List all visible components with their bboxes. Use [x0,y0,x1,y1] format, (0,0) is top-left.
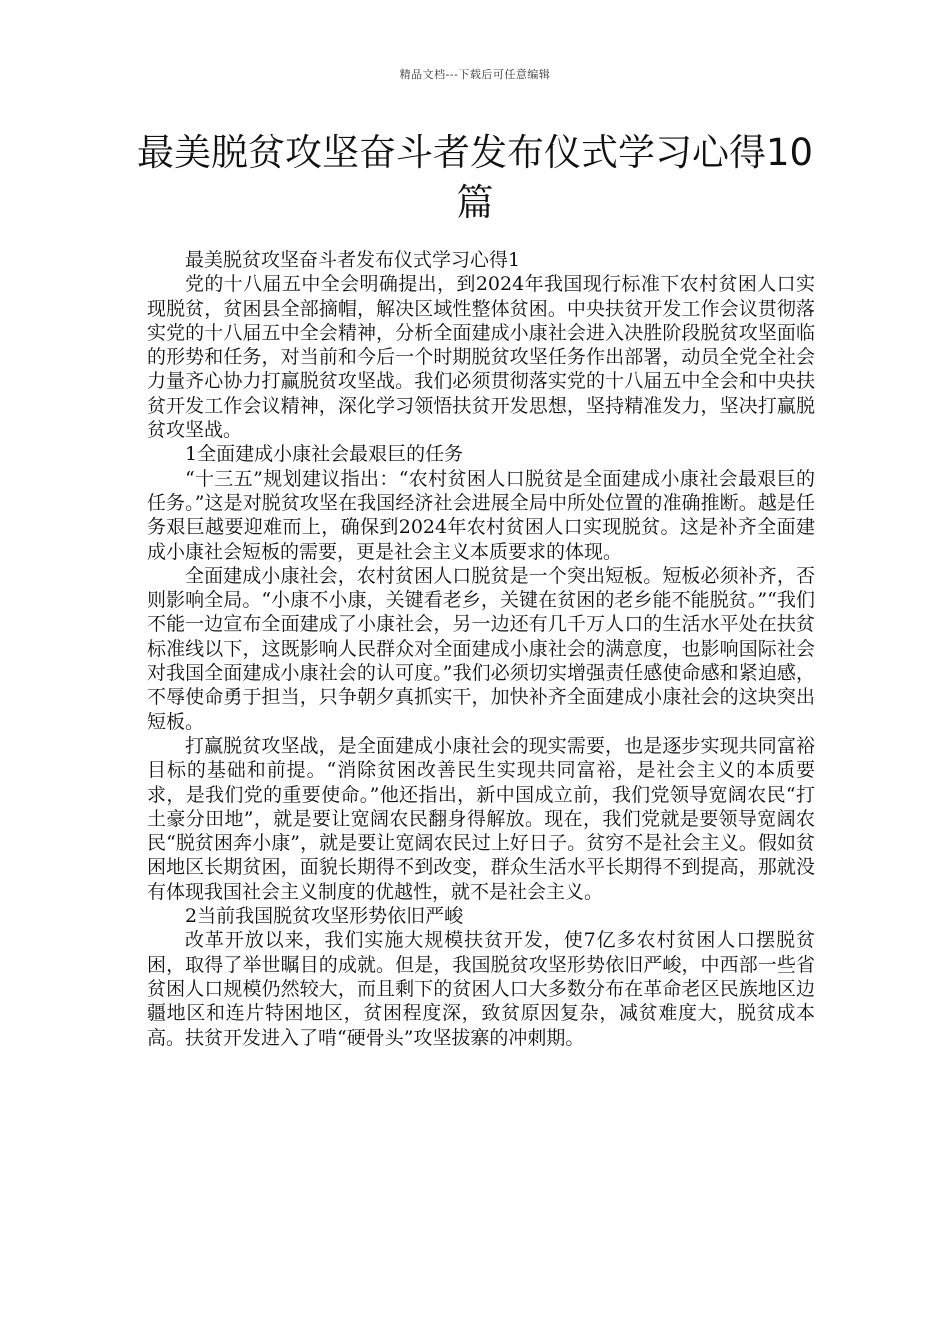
body-paragraph: 打赢脱贫攻坚战，是全面建成小康社会的现实需要，也是逐步实现共同富裕目标的基础和前提。“消除贫困改善民生实现共同富裕，是社会主义的本质要求，是我们党的重要使命。”他还指出，新中国成立前，我们党领导宽阔农民“打土豪分田地”，就是要让宽阔农民翻身得解放。现在，我们党就是要领导宽阔农民“脱贫困奔小康”，就是要让宽阔农民过上好日子。贫穷不是社会主义。假如贫困地区长期贫困，面貌长期得不到改变，群众生活水平长期得不到提高，那就没有体现我国社会主义制度的优越性，就不是社会主义。 [147,734,815,903]
body-paragraph: 党的十八届五中全会明确提出，到2024年我国现行标准下农村贫困人口实现脱贫，贫困县全部摘帽，解决区域性整体贫困。中央扶贫开发工作会议贯彻落实党的十八届五中全会精神，分析全面建成小康社会进入决胜阶段脱贫攻坚面临的形势和任务，对当前和今后一个时期脱贫攻坚任务作出部署，动员全党全社会力量齐心协力打赢脱贫攻坚战。我们必须贯彻落实党的十八届五中全会和中央扶贫开发工作会议精神，深化学习领悟扶贫开发思想，坚持精准发力，坚决打赢脱贫攻坚战。 [147,273,815,442]
section-heading: 最美脱贫攻坚奋斗者发布仪式学习心得1 [185,249,521,271]
header-note: 精品文档---下载后可任意编辑 [399,68,551,81]
body-paragraph: “十三五”规划建议指出：“农村贫困人口脱贫是全面建成小康社会最艰巨的任务。”这是对脱贫攻坚在我国经济社会进展全局中所处位置的准确推断。越是任务艰巨越要迎难而上，确保到2024年农村贫困人口实现脱贫。这是补齐全面建成小康社会短板的需要，更是社会主义本质要求的体现。 [147,467,815,563]
body-paragraph: 全面建成小康社会，农村贫困人口脱贫是一个突出短板。短板必须补齐，否则影响全局。“小康不小康，关键看老乡，关键在贫困的老乡能不能脱贫。”“我们不能一边宣布全面建成了小康社会，另一边还有几千万人口的生活水平处在扶贫标准线以下，这既影响人民群众对全面建成小康社会的满意度，也影响国际社会对我国全面建成小康社会的认可度。”我们必须切实增强责任感使命感和紧迫感，不辱使命勇于担当，只争朝夕真抓实干，加快补齐全面建成小康社会的这块突出短板。 [147,564,815,733]
body-paragraph: 改革开放以来，我们实施大规模扶贫开发，使7亿多农村贫困人口摆脱贫困，取得了举世瞩目的成就。但是，我国脱贫攻坚形势依旧严峻，中西部一些省贫困人口规模仍然较大，而且剩下的贫困人口大多数分布在革命老区民族地区边疆地区和连片特困地区，贫困程度深，致贫原因复杂，减贫难度大，脱贫成本高。扶贫开发进入了啃“硬骨头”攻坚拔寨的冲刺期。 [147,929,815,1049]
section-heading: 1全面建成小康社会最艰巨的任务 [185,443,464,466]
document-body [147,248,815,1050]
document-title: 最美脱贫攻坚奋斗者发布仪式学习心得10篇 [136,131,814,224]
section-heading: 2当前我国脱贫攻坚形势依旧严峻 [185,905,464,928]
